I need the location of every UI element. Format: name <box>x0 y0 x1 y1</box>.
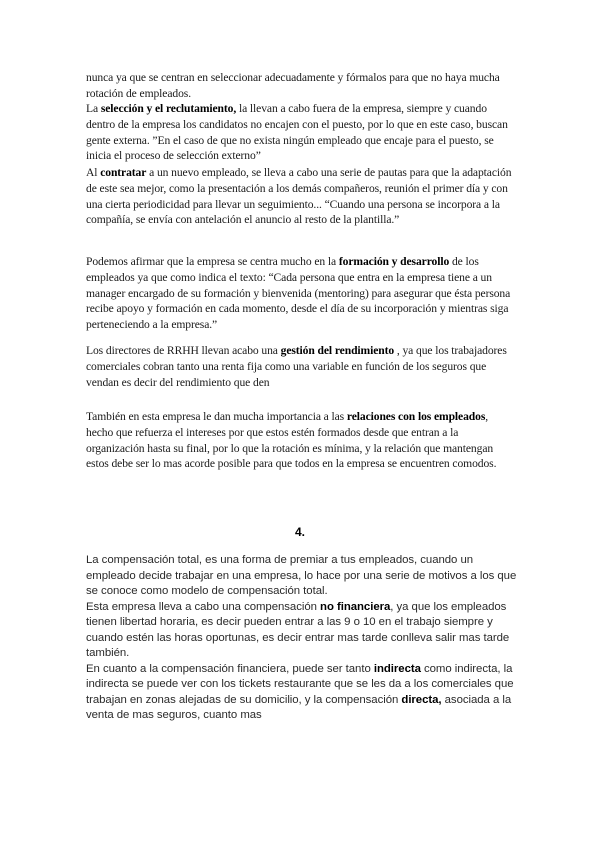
bold-term-formacion: formación y desarrollo <box>338 255 450 268</box>
paragraph-lead: Esta empresa lleva a cabo una compensación <box>86 600 321 613</box>
paragraph-lead: También en esta empresa le dan mucha importancia a las <box>86 410 347 423</box>
paragraph-relaciones <box>86 409 518 472</box>
paragraph-financiera <box>86 662 518 724</box>
paragraph-text: , ya que los trabajadores comerciales cobran tanto una renta fija como una variable en función de los seguros que vendan es decir del rendimiento que den <box>86 344 507 389</box>
bold-term-no-financiera: no financiera <box>320 600 391 613</box>
paragraph-lead: Al <box>86 166 101 179</box>
paragraph-rotation <box>86 70 518 102</box>
paragraph-text: , ya que los empleados tienen libertad horaria, es decir pueden entrar a las 9 o 10 en el trabajo siempre y cuando estén las horas oportunas, es decir entrar mas tarde conlleva salir mas tarde también. <box>86 600 510 659</box>
paragraph-text: a un nuevo empleado, se lleva a cabo una serie de pautas para que la adaptación de este sea mejor, como la presentación a los demás compañeros, reunión el primer día y con una cierta periodicidad para llevar un seguimiento... “Cuando una persona se incorpora a la compañía, se envía con antelación el anuncio al resto de la plantilla.” <box>86 166 512 227</box>
paragraph-lead: La <box>86 102 101 115</box>
paragraph-lead: En cuanto a la compensación financiera, puede ser tanto <box>86 662 374 675</box>
bold-term-directa: directa, <box>401 693 442 706</box>
paragraph-formacion <box>86 254 518 333</box>
paragraph-no-financiera <box>86 600 518 662</box>
paragraph-text: , hecho que refuerza el intereses por que estos estén formados desde que entran a la organización hasta su final, por lo que la rotación es mínima, y la relación que mantengan estos debe ser lo mas acorde posible para que todos en la empresa se encuentren comodos. <box>86 410 497 471</box>
bold-term-seleccion: selección y el reclutamiento, <box>100 102 237 115</box>
section-4-body <box>86 553 518 724</box>
paragraph-lead: Podemos afirmar que la empresa se centra mucho en la <box>86 255 339 268</box>
paragraph-text: nunca ya que se centran en seleccionar adecuadamente y fórmalos para que no haya mucha rotación de empleados. <box>86 71 500 100</box>
paragraph-compensacion-total: La compensación total, es una forma de premiar a tus empleados, cuando un empleado decide trabajar en una empresa, lo hace por una serie de motivos a los que se conoce como modelo de compensación total. <box>86 554 517 597</box>
section-heading: 4. <box>294 525 305 539</box>
bold-term-rendimiento: gestión del rendimiento <box>280 344 395 357</box>
bold-term-indirecta: indirecta <box>373 662 421 675</box>
paragraph-seleccion <box>86 101 518 164</box>
paragraph-tail: asociada a la venta de mas seguros, cuanto mas <box>86 693 512 721</box>
paragraph-text: de los empleados ya que como indica el texto: “Cada persona que entra en la empresa tiene a un manager encargado de su formación y bienvenida (mentoring) para asegurar que ésta persona recibe apoyo y formación en cada momento, desde el día de su incorporación y mientras siga perteneciendo a la empresa.” <box>86 255 511 332</box>
bold-term-contratar: contratar <box>100 166 147 179</box>
paragraph-rendimiento <box>86 343 518 390</box>
paragraph-contratar <box>86 165 518 228</box>
paragraph-text: la llevan a cabo fuera de la empresa, siempre y cuando dentro de la empresa los candidatos no encajen con el puesto, por lo que en este caso, buscan gente externa. ”En el caso de que no exista ningún empleado que encaje para el puesto, se inicia el proceso de selección externo” <box>86 102 508 163</box>
paragraph-lead: Los directores de RRHH llevan acabo una <box>86 344 281 357</box>
bold-term-relaciones: relaciones con los empleados <box>346 410 486 423</box>
paragraph-text: como indirecta, la indirecta se puede ver con los tickets restaurante que se les da a los comerciales que trabajan en zonas alejadas de su domicilio, y la compensación <box>86 662 514 706</box>
